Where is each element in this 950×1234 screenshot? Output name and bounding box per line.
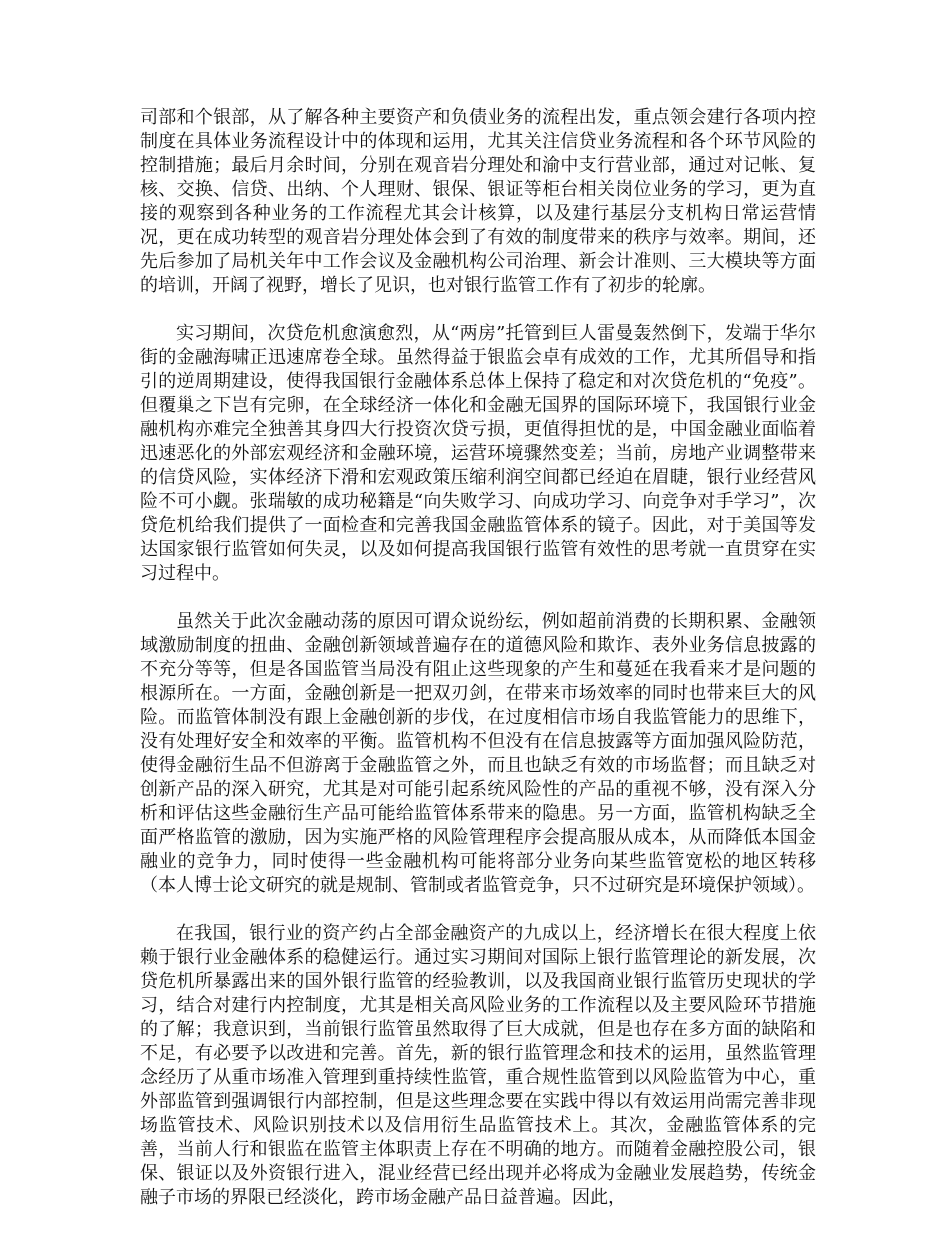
paragraph-3: 虽然关于此次金融动荡的原因可谓众说纷纭，例如超前消费的长期积累、金融领域激励制度的扭曲、金融创新领域普遍存在的道德风险和欺诈、表外业务信息披露的不充分等等，但是各国监管当局没有阻止这些现象的产生和蔓延在我看来才是问题的根源所在。一方面，金融创新是一把双刃剑，在带来市场效率的同时也带来巨大的风险。而监管体制没有跟上金融创新的步伐，在过度相信市场自我监管能力的思维下，没有处理好安全和效率的平衡。监管机构不但没有在信息披露等方面加强风险防范，使得金融衍生品不但游离于金融监管之外，而且也缺乏有效的市场监督；而且缺乏对创新产品的深入研究，尤其是对可能引起系统风险性的产品的重视不够，没有深入分析和评估这些金融衍生产品可能给监管体系带来的隐患。另一方面，监管机构缺乏全面严格监管的激励，因为实施严格的风险管理程序会提高服从成本，从而降低本国金融业的竞争力，同时使得一些金融机构可能将部分业务向某些监管宽松的地区转移（本人博士论文研究的就是规制、管制或者监管竞争，只不过研究是环境保护领域）。 [140, 611, 816, 896]
paragraph-1: 司部和个银部，从了解各种主要资产和负债业务的流程出发，重点领会建行各项内控制度在具体业务流程设计中的体现和运用，尤其关注信贷业务流程和各个环节风险的控制措施；最后月余时间，分别在观音岩分理处和渝中支行营业部，通过对记帐、复核、交换、信贷、出纳、个人理财、银保、银证等柜台相关岗位业务的学习，更为直接的观察到各种业务的工作流程尤其会计核算，以及建行基层分支机构日常运营情况，更在成功转型的观音岩分理处体会到了有效的制度带来的秩序与效率。期间，还先后参加了局机关年中工作会议及金融机构公司治理、新会计准则、三大模块等方面的培训，开阔了视野，增长了见识，也对银行监管工作有了初步的轮廓。 [140, 107, 816, 296]
paragraph-2: 实习期间，次贷危机愈演愈烈，从“两房”托管到巨人雷曼轰然倒下，发端于华尔街的金融海啸正迅速席卷全球。虽然得益于银监会卓有成效的工作，尤其所倡导和指引的逆周期建设，使得我国银行金融体系总体上保持了稳定和对次贷危机的“免疫”。但覆巢之下岂有完卵，在全球经济一体化和金融无国界的国际环境下，我国银行业金融机构亦难完全独善其身四大行投资次贷亏损，更值得担忧的是，中国金融业面临着迅速恶化的外部宏观经济和金融环境，运营环境骤然变差；当前，房地产业调整带来的信贷风险，实体经济下滑和宏观政策压缩利润空间都已经迫在眉睫，银行业经营风险不可小觑。张瑞敏的成功秘籍是“向失败学习、向成功学习、向竞争对手学习”，次贷危机给我们提供了一面检查和完善我国金融监管体系的镜子。因此，对于美国等发达国家银行监管如何失灵，以及如何提高我国银行监管有效性的思考就一直贯穿在实习过程中。 [140, 323, 816, 584]
paragraph-4: 在我国，银行业的资产约占全部金融资产的九成以上，经济增长在很大程度上依赖于银行业金融体系的稳健运行。通过实习期间对国际上银行监管理论的新发展，次贷危机所暴露出来的国外银行监管的经验教训，以及我国商业银行监管历史现状的学习，结合对建行内控制度，尤其是相关高风险业务的工作流程以及主要风险环节措施的了解；我意识到，当前银行监管虽然取得了巨大成就，但是也存在多方面的缺陷和不足，有必要予以改进和完善。首先，新的银行监管理念和技术的运用，虽然监管理念经历了从重市场准入管理到重持续性监管，重合规性监管到以风险监管为中心，重外部监管到强调银行内部控制，但是这些理念要在实践中得以有效运用尚需完善非现场监管技术、风险识别技术以及信用衍生品监管技术上。其次，金融监管体系的完善，当前人行和银监在监管主体职责上存在不明确的地方。而随着金融控股公司，银保、银证以及外资银行进入，混业经营已经出现并必将成为金融业发展趋势，传统金融子市场的界限已经淡化，跨市场金融产品日益普遍。因此， [140, 923, 816, 1208]
document-page [140, 106, 816, 1234]
